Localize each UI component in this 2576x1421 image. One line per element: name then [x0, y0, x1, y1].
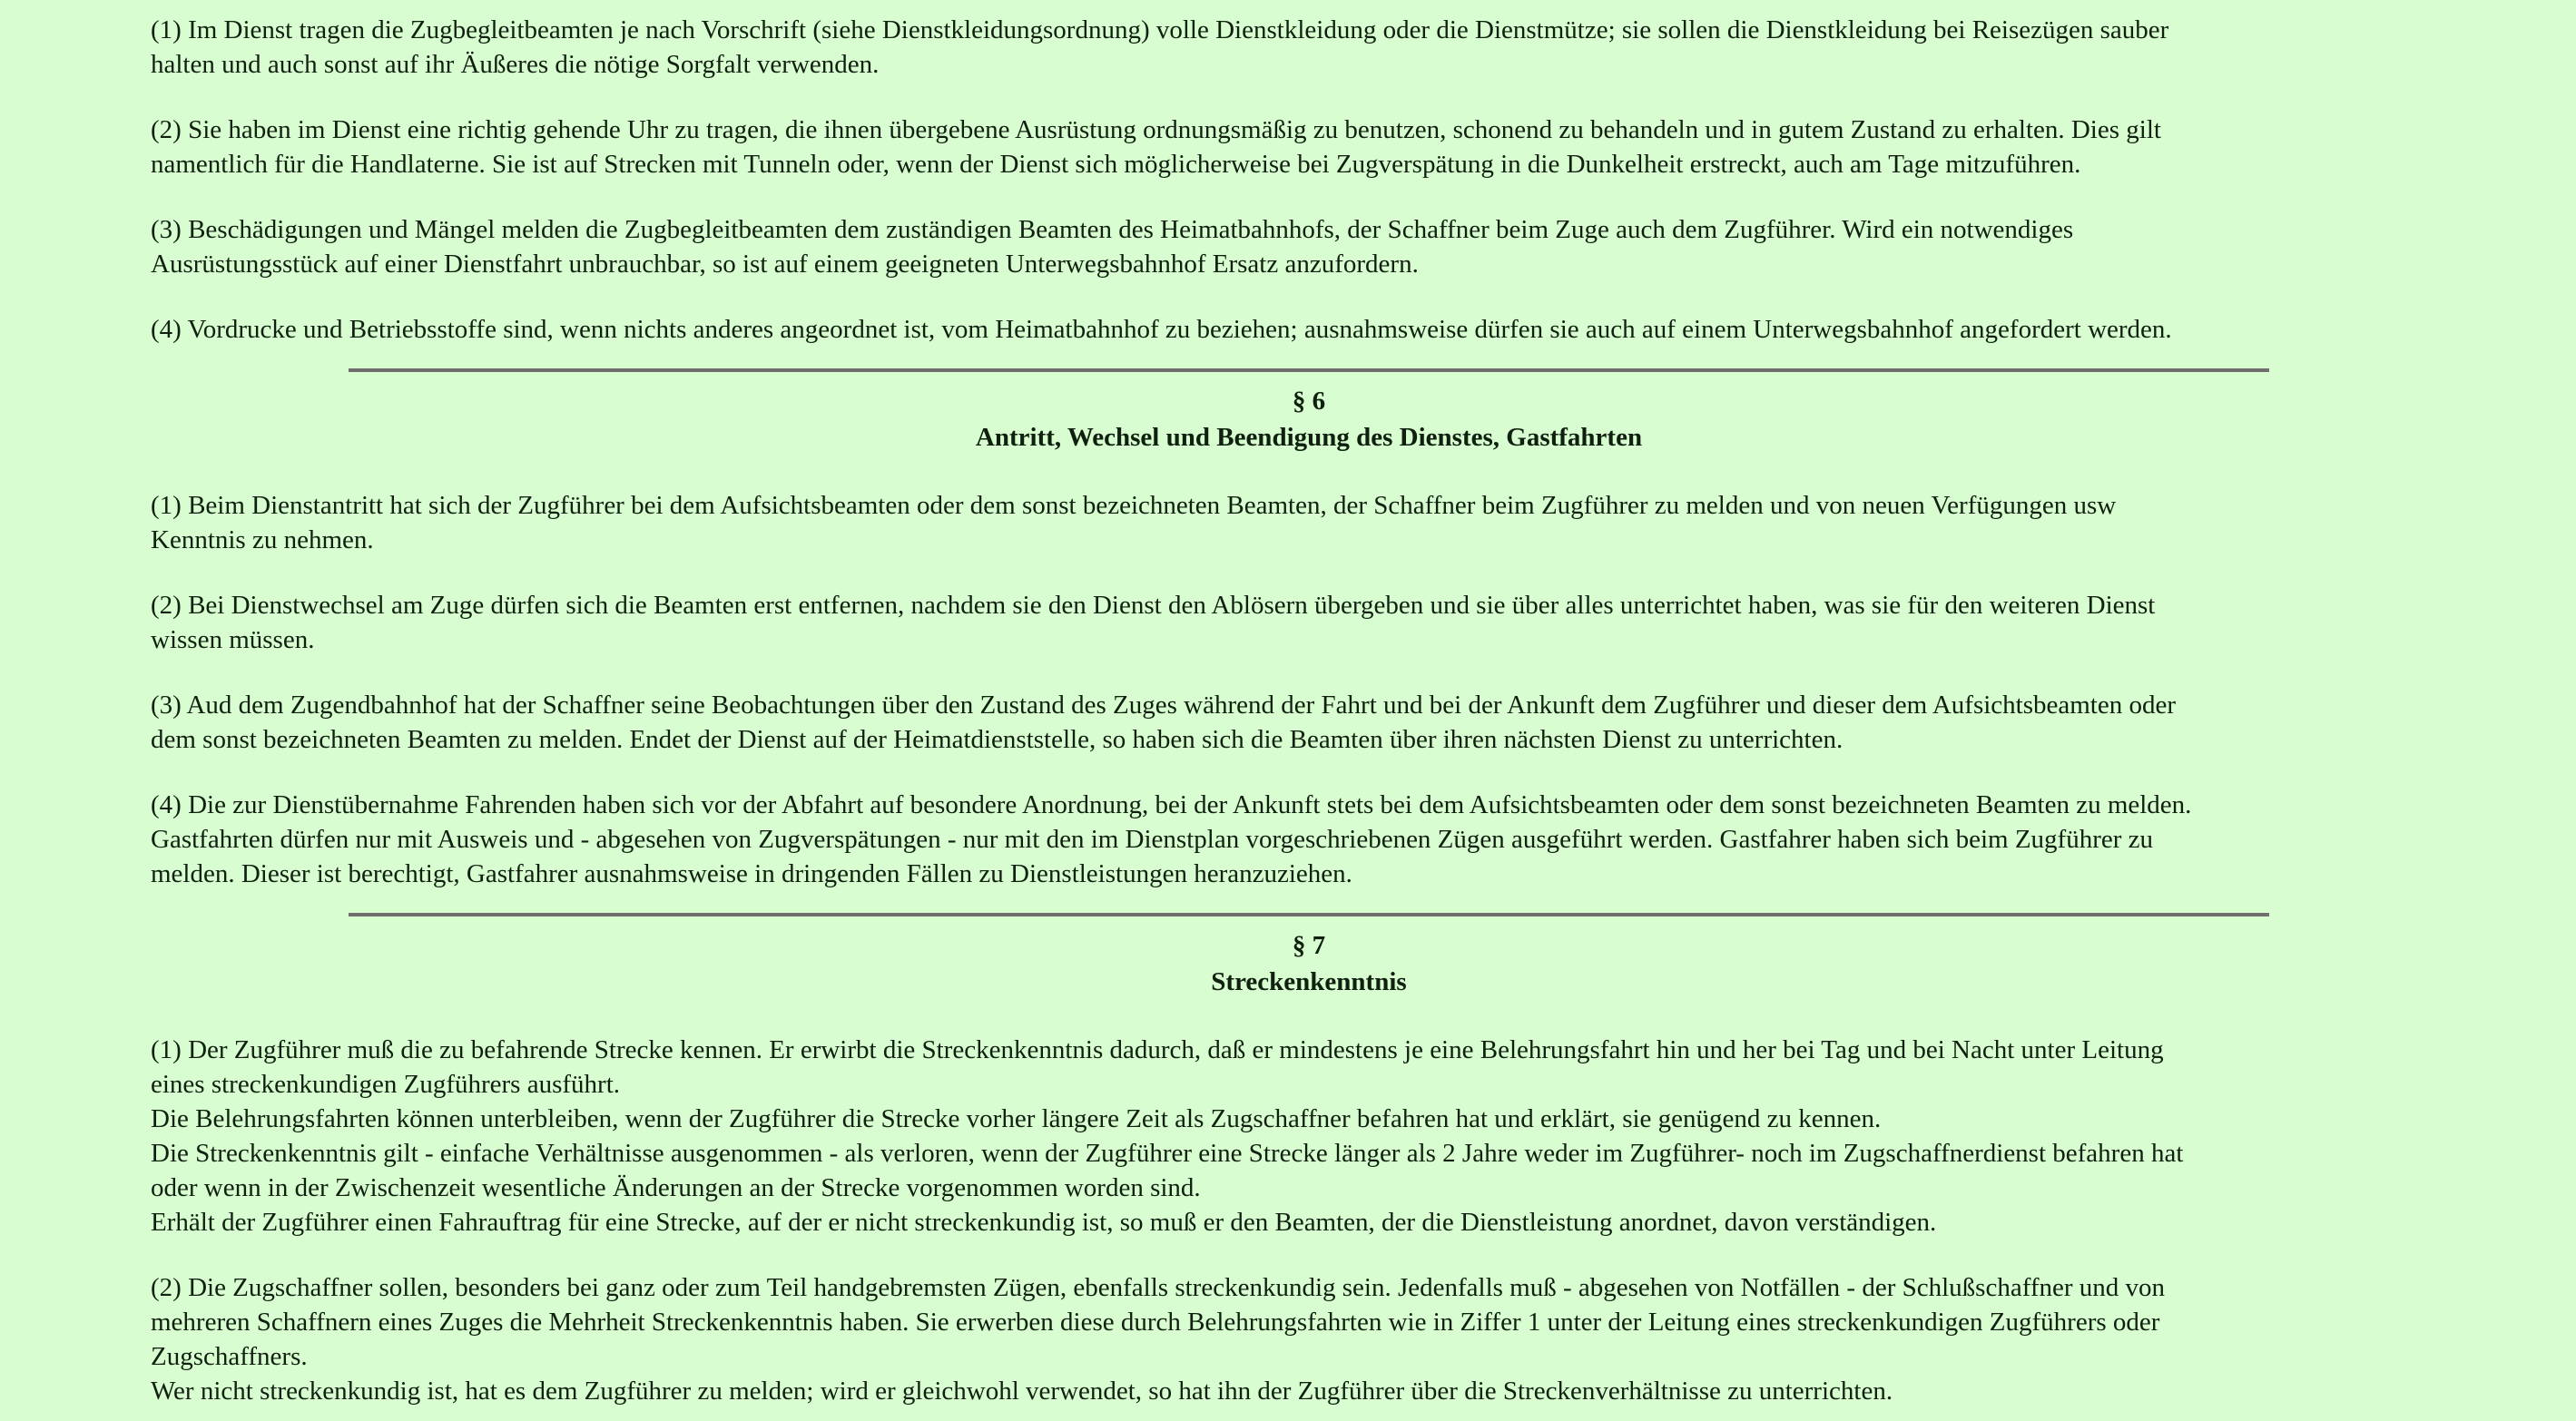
section-title: Streckenkenntnis [1211, 967, 1407, 996]
text-line: Zugschaffners. [151, 1342, 308, 1371]
text-line: halten und auch sonst auf ihr Äußeres die nötige Sorgfalt verwenden. [151, 50, 880, 79]
paragraph-6-1 [151, 488, 2467, 557]
text-line: eines streckenkundigen Zugführers ausführt. [151, 1070, 621, 1099]
paragraph-7-1 [151, 1033, 2467, 1240]
paragraph-7-2 [151, 1270, 2467, 1408]
section-7-heading [151, 927, 2467, 1000]
text-line: (3) Aud dem Zugendbahnhof hat der Schaffner seine Beobachtungen über den Zustand des Zuges während der Fahrt und bei der Ankunft dem Zugführer und dieser dem Aufsichtsbeamten oder [151, 691, 2177, 720]
text-line: (3) Beschädigungen und Mängel melden die Zugbegleitbeamten dem zuständigen Beamten des Heimatbahnhofs, der Schaffner beim Zuge auch dem Zugführer. Wird ein notwendiges [151, 215, 2074, 244]
text-line: namentlich für die Handlaterne. Sie ist auf Strecken mit Tunneln oder, wenn der Dienst sich möglicherweise bei Zugverspätung in die Dunkelheit erstreckt, auch am Tage mitzuführen. [151, 150, 2081, 179]
section-title: Antritt, Wechsel und Beendigung des Dienstes, Gastfahrten [975, 423, 1643, 452]
paragraph-6-4 [151, 788, 2467, 891]
text-line: (1) Der Zugführer muß die zu befahrende Strecke kennen. Er erwirbt die Streckenkenntnis dadurch, daß er mindestens je eine Belehrungsfahrt hin und her bei Tag und bei Nacht unter Leitung [151, 1035, 2164, 1064]
paragraph-6-2 [151, 588, 2467, 657]
text-line: wissen müssen. [151, 625, 315, 654]
paragraph-5-3 [151, 212, 2467, 281]
section-divider [349, 368, 2269, 372]
text-line: Gastfahrten dürfen nur mit Ausweis und - abgesehen von Zugverspätungen - nur mit den im Dienstplan vorgeschriebenen Zügen ausgeführt werden. Gastfahrer haben sich beim Zugführer zu [151, 825, 2154, 854]
text-line: mehreren Schaffnern eines Zuges die Mehrheit Streckenkenntnis haben. Sie erwerben diese durch Belehrungsfahrten wie in Ziffer 1 unter der Leitung eines streckenkundigen Zugführers oder [151, 1308, 2160, 1337]
text-line: (2) Die Zugschaffner sollen, besonders bei ganz oder zum Teil handgebremsten Zügen, ebenfalls streckenkundig sein. Jedenfalls muß - abgesehen von Notfällen - der Schlußschaffner und von [151, 1273, 2166, 1302]
text-line: (1) Beim Dienstantritt hat sich der Zugführer bei dem Aufsichtsbeamten oder dem sonst bezeichneten Beamten, der Schaffner beim Zugführer zu melden und von neuen Verfügungen usw [151, 491, 2117, 520]
text-line: (2) Bei Dienstwechsel am Zuge dürfen sich die Beamten erst entfernen, nachdem sie den Dienst den Ablösern übergeben und sie über alles unterrichtet haben, was sie für den weiteren Dienst [151, 591, 2156, 620]
text-line: Die Belehrungsfahrten können unterbleiben, wenn der Zugführer die Strecke vorher längere Zeit als Zugschaffner befahren hat und erklärt, sie genügend zu kennen. [151, 1104, 1882, 1133]
section-number: § 6 [1292, 387, 1326, 416]
section-number: § 7 [1292, 931, 1326, 960]
text-line: Kenntnis zu nehmen. [151, 525, 374, 554]
text-line: Die Streckenkenntnis gilt - einfache Verhältnisse ausgenommen - als verloren, wenn der Zugführer eine Strecke länger als 2 Jahre weder im Zugführer- noch im Zugschaffnerdienst befahren hat [151, 1139, 2184, 1168]
paragraph-5-1 [151, 13, 2467, 82]
paragraph-5-4 [151, 312, 2467, 347]
text-line: oder wenn in der Zwischenzeit wesentliche Änderungen an der Strecke vorgenommen worden sind. [151, 1173, 1201, 1202]
text-line: (2) Sie haben im Dienst eine richtig gehende Uhr zu tragen, die ihnen übergebene Ausrüstung ordnungsmäßig zu benutzen, schonend zu behandeln und in gutem Zustand zu erhalten. Dies gilt [151, 115, 2161, 144]
text-line: Wer nicht streckenkundig ist, hat es dem Zugführer zu melden; wird er gleichwohl verwendet, so hat ihn der Zugführer über die Streckenverhältnisse zu unterrichten. [151, 1377, 1893, 1406]
text-line: Erhält der Zugführer einen Fahrauftrag für eine Strecke, auf der er nicht streckenkundig ist, so muß er den Beamten, der die Dienstleistung anordnet, davon verständigen. [151, 1208, 1937, 1237]
text-line: (4) Vordrucke und Betriebsstoffe sind, wenn nichts anderes angeordnet ist, vom Heimatbahnhof zu beziehen; ausnahmsweise dürfen sie auch auf einem Unterwegsbahnhof angefordert werden. [151, 315, 2172, 344]
section-6-heading [151, 383, 2467, 456]
text-line: dem sonst bezeichneten Beamten zu melden. Endet der Dienst auf der Heimatdienststelle, so haben sich die Beamten über ihren nächsten Dienst zu unterrichten. [151, 725, 1844, 754]
text-line: melden. Dieser ist berechtigt, Gastfahrer ausnahmsweise in dringenden Fällen zu Dienstleistungen heranzuziehen. [151, 859, 1352, 888]
paragraph-6-3 [151, 688, 2467, 757]
section-divider [349, 913, 2269, 916]
text-line: Ausrüstungsstück auf einer Dienstfahrt unbrauchbar, so ist auf einem geeigneten Unterwegsbahnhof Ersatz anzufordern. [151, 250, 1419, 279]
text-line: (4) Die zur Dienstübernahme Fahrenden haben sich vor der Abfahrt auf besondere Anordnung, bei der Ankunft stets bei dem Aufsichtsbeamten oder dem sonst bezeichneten Beamten zu melden. [151, 790, 2192, 819]
text-line: (1) Im Dienst tragen die Zugbegleitbeamten je nach Vorschrift (siehe Dienstkleidungsordnung) volle Dienstkleidung oder die Dienstmütze; sie sollen die Dienstkleidung bei Reisezügen sauber [151, 15, 2169, 44]
paragraph-5-2 [151, 113, 2467, 181]
